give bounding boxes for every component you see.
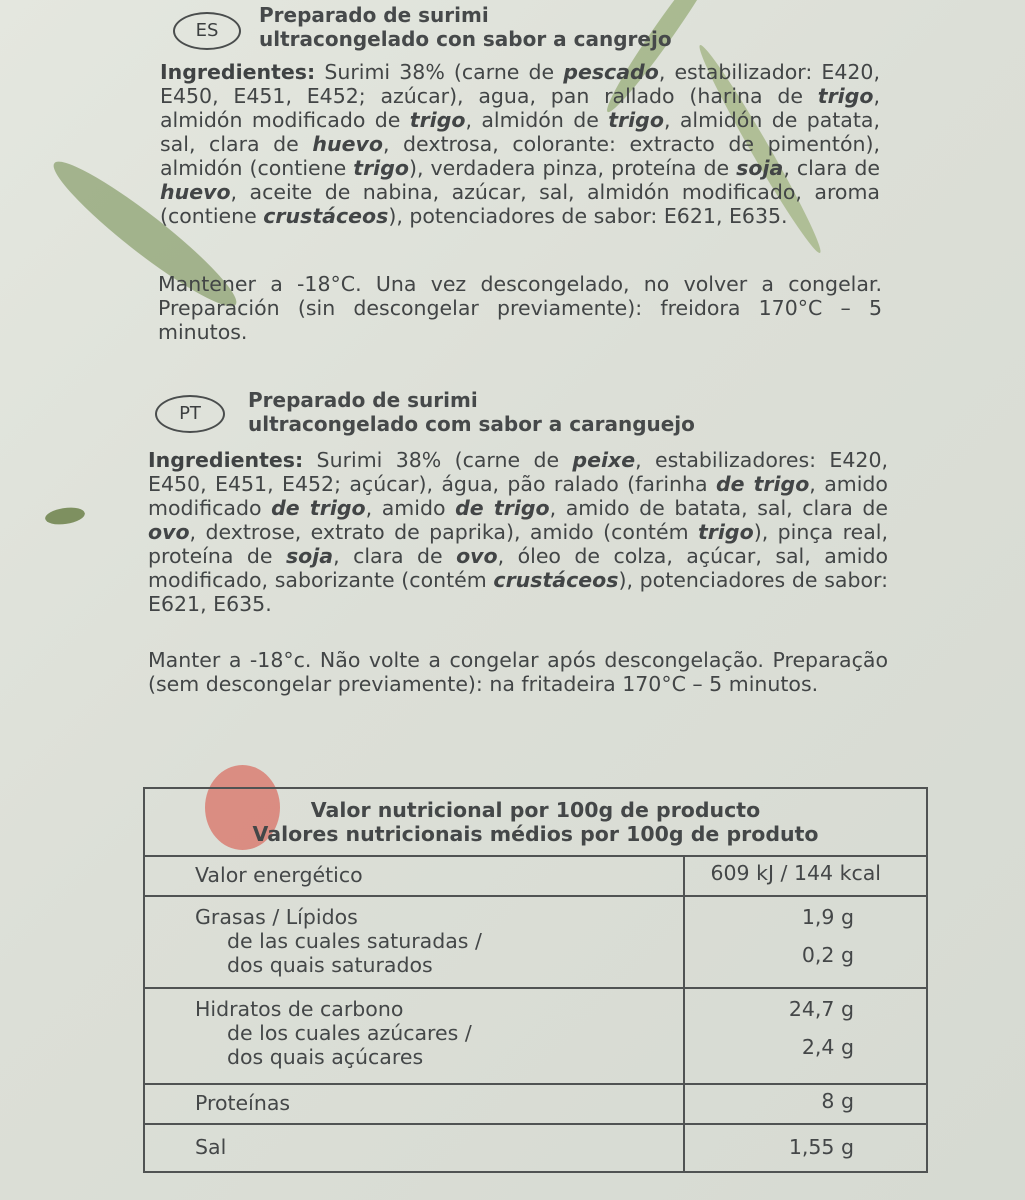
saturated-label-es: de las cuales saturadas / (227, 929, 482, 953)
fat-label: Grasas / Lípidos (195, 905, 358, 929)
allergen: huevo (160, 180, 231, 204)
table-row (144, 988, 927, 1084)
allergen: de trigo (455, 496, 550, 520)
protein-value: 8 g (684, 1084, 927, 1124)
allergen: trigo (698, 520, 754, 544)
pt-product-title (248, 388, 695, 436)
fat-cell (144, 896, 684, 988)
protein-label: Proteínas (144, 1084, 684, 1124)
pt-title-line-2: ultracongelado com sabor a caranguejo (248, 412, 695, 436)
salt-value: 1,55 g (684, 1124, 927, 1172)
allergen: crustáceos (493, 568, 619, 592)
es-title-line-2: ultracongelado con sabor a cangrejo (259, 27, 672, 51)
language-badge-pt: PT (155, 395, 225, 433)
es-storage-instructions: Mantener a -18°C. Una vez descongelado, no volver a congelar. Preparación (sin descongelar previamente): freidora 170°C – 5 minutos. (158, 272, 882, 344)
carbs-value: 24,7 g (788, 997, 854, 1021)
table-row (144, 896, 927, 988)
nutrition-header-es: Valor nutricional por 100g de producto (310, 798, 761, 822)
es-title-line-1: Preparado de surimi (259, 3, 489, 27)
table-row (144, 856, 927, 896)
salt-label: Sal (144, 1124, 684, 1172)
allergen: de trigo (715, 472, 810, 496)
pt-ingredients-label: Ingredientes: (148, 448, 304, 472)
allergen: trigo (409, 108, 466, 132)
es-ingredients: Ingredientes: Surimi 38% (carne de pescado, estabilizador: E420, E450, E451, E452; azúcar), agua, pan rallado (harina de trigo, almidón modificado de trigo, almidón de trigo, almidón de patata, sal, clara de huevo, dextrosa, colorante: extracto de pimentón), almidón (contiene trigo), verdadera pinza, proteína de soja, clara de huevo, aceite de nabina, azúcar, sal, almidón modificado, aroma (contiene crustáceos), potenciadores de sabor: E621, E635. (160, 60, 880, 228)
pt-ingredients: Ingredientes: Surimi 38% (carne de peixe, estabilizadores: E420, E450, E451, E452; açúcar), água, pão ralado (farinha de trigo, amido modificado de trigo, amido de trigo, amido de batata, sal, clara de ovo, dextrose, extrato de paprika), amido (contém trigo), pinça real, proteína de soja, clara de ovo, óleo de colza, açúcar, sal, amido modificado, saborizante (contém crustáceos), potenciadores de sabor: E621, E635. (148, 448, 888, 616)
sugars-label-pt: dos quais açúcares (227, 1045, 424, 1069)
allergen: trigo (353, 156, 409, 180)
nutrition-header-row (144, 788, 927, 856)
nutrition-header-pt: Valores nutricionais médios por 100g de produto (252, 822, 819, 846)
sugars-label-es: de los cuales azúcares / (227, 1021, 472, 1045)
table-row (144, 1124, 927, 1172)
fat-values (684, 896, 927, 988)
pt-storage-instructions: Manter a -18°c. Não volte a congelar após descongelação. Preparação (sem descongelar previamente): na fritadeira 170°C – 5 minutos. (148, 648, 888, 696)
language-badge-es: ES (173, 12, 241, 50)
energy-value: 609 kJ / 144 kcal (684, 856, 927, 896)
nutrition-header (144, 788, 927, 856)
allergen: crustáceos (263, 204, 389, 228)
allergen: soja (736, 156, 784, 180)
es-product-title (259, 3, 672, 51)
saturated-label-pt: dos quais saturados (227, 953, 433, 977)
pt-title-line-1: Preparado de surimi (248, 388, 478, 412)
allergen: trigo (608, 108, 664, 132)
allergen: pescado (563, 60, 659, 84)
sugars-value: 2,4 g (801, 1035, 854, 1059)
carbs-cell (144, 988, 684, 1084)
allergen: ovo (456, 544, 498, 568)
carbs-label: Hidratos de carbono (195, 997, 404, 1021)
table-row (144, 1084, 927, 1124)
energy-label: Valor energético (144, 856, 684, 896)
allergen: ovo (148, 520, 190, 544)
allergen: de trigo (271, 496, 366, 520)
allergen: soja (285, 544, 334, 568)
allergen: peixe (572, 448, 636, 472)
fat-value: 1,9 g (801, 905, 854, 929)
allergen: trigo (817, 84, 874, 108)
saturated-value: 0,2 g (801, 943, 854, 967)
carbs-values (684, 988, 927, 1084)
nutrition-table (143, 787, 928, 1173)
es-ingredients-label: Ingredientes: (160, 60, 316, 84)
allergen: huevo (312, 132, 383, 156)
